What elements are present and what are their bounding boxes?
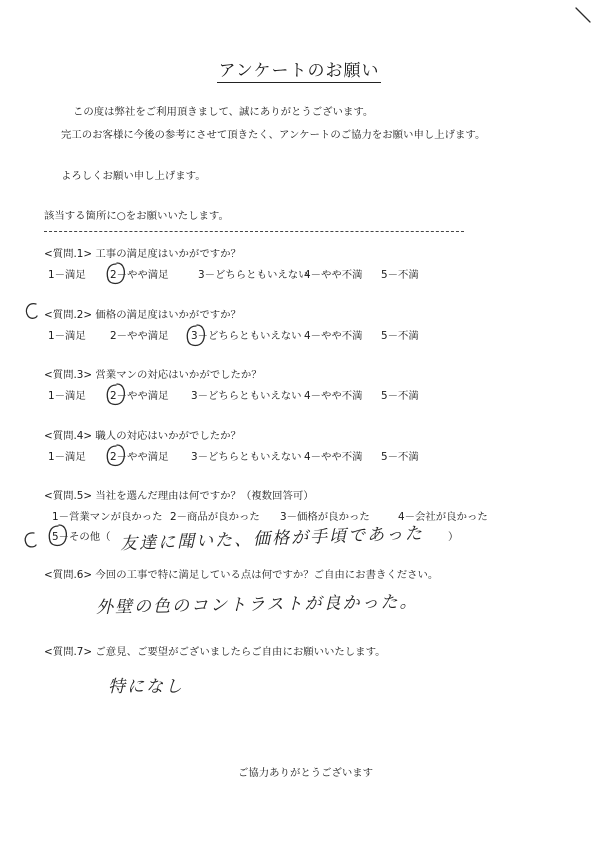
q1-option-3[interactable]: 3－どちらともいえない [198,269,309,281]
intro-line-1: この度は弊社をご利用頂きまして、誠にありがとうございます。 [73,106,374,118]
q2-option-3[interactable]: 3－どちらともいえない [191,330,302,342]
question-5-label: <質問.5> 当社を選んだ理由は何ですか？（複数回答可） [44,490,314,502]
question-1-label: <質問.1> 工事の満足度はいかがですか？ [44,248,241,260]
page-title [0,56,598,81]
q5-other-close: ） [448,531,459,543]
q5-option-5[interactable]: 5－その他（ [52,531,111,543]
q1-option-1[interactable]: 1－満足 [48,269,86,281]
q1-option-5[interactable]: 5－不満 [381,269,419,281]
question-4-options [48,448,468,464]
q7-handwritten-answer: 特になし [108,677,184,697]
instruction-text: 該当する箇所に○をお願いいたします。 [44,210,229,222]
margin-mark-q5 [25,533,36,547]
question-2-label: <質問.2> 価格の満足度はいかがですか？ [44,309,241,321]
q2-option-4[interactable]: 4－やや不満 [304,330,363,342]
q1-option-2[interactable]: 2－やや満足 [110,269,169,281]
q3-option-1[interactable]: 1－満足 [48,390,86,402]
question-3-label: <質問.3> 営業マンの対応はいかがでしたか？ [44,369,262,381]
question-4-label: <質問.4> 職人の対応はいかがでしたか？ [44,430,241,442]
q2-option-2[interactable]: 2－やや満足 [110,330,169,342]
question-2-options [48,327,468,343]
q4-option-2[interactable]: 2－やや満足 [110,451,169,463]
dashed-divider [44,231,464,232]
q5-option-4[interactable]: 4－会社が良かった [398,511,488,523]
q4-option-3[interactable]: 3－どちらともいえない [191,451,302,463]
question-1-options [48,266,468,282]
question-7-label: <質問.7> ご意見、ご要望がございましたらご自由にお願いいたします。 [44,646,386,658]
q3-option-5[interactable]: 5－不満 [381,390,419,402]
q3-option-3[interactable]: 3－どちらともいえない [191,390,302,402]
margin-mark-q2 [26,304,37,319]
page-title-text: アンケートのお願い [218,61,380,81]
q5-option-2[interactable]: 2－商品が良かった [170,511,260,523]
q2-option-1[interactable]: 1－満足 [48,330,86,342]
question-3-options [48,387,468,403]
q4-option-1[interactable]: 1－満足 [48,451,86,463]
q3-option-2[interactable]: 2－やや満足 [110,390,169,402]
corner-stroke [576,8,590,22]
q5-handwritten-answer: 友達に聞いた、価格が手頃であった [119,523,425,555]
q5-option-1[interactable]: 1－営業マンが良かった [52,511,163,523]
intro-line-2: 完工のお客様に今後の参考にさせて頂きたく、アンケートのご協力をお願い申し上げます。 [61,129,486,141]
q1-option-4[interactable]: 4－やや不満 [304,269,363,281]
intro-line-3: よろしくお願い申し上げます。 [61,170,206,182]
q5-option-3[interactable]: 3－価格が良かった [280,511,370,523]
q3-option-4[interactable]: 4－やや不満 [304,390,363,402]
q6-handwritten-answer: 外壁の色のコントラストが良かった。 [95,592,419,618]
q4-option-4[interactable]: 4－やや不満 [304,451,363,463]
question-6-label: <質問.6> 今回の工事で特に満足している点は何ですか？ご自由にお書きください。 [44,569,439,581]
footer-thanks: ご協力ありがとうございます [238,767,374,779]
q2-option-5[interactable]: 5－不満 [381,330,419,342]
question-5-options [52,508,492,524]
q4-option-5[interactable]: 5－不満 [381,451,419,463]
